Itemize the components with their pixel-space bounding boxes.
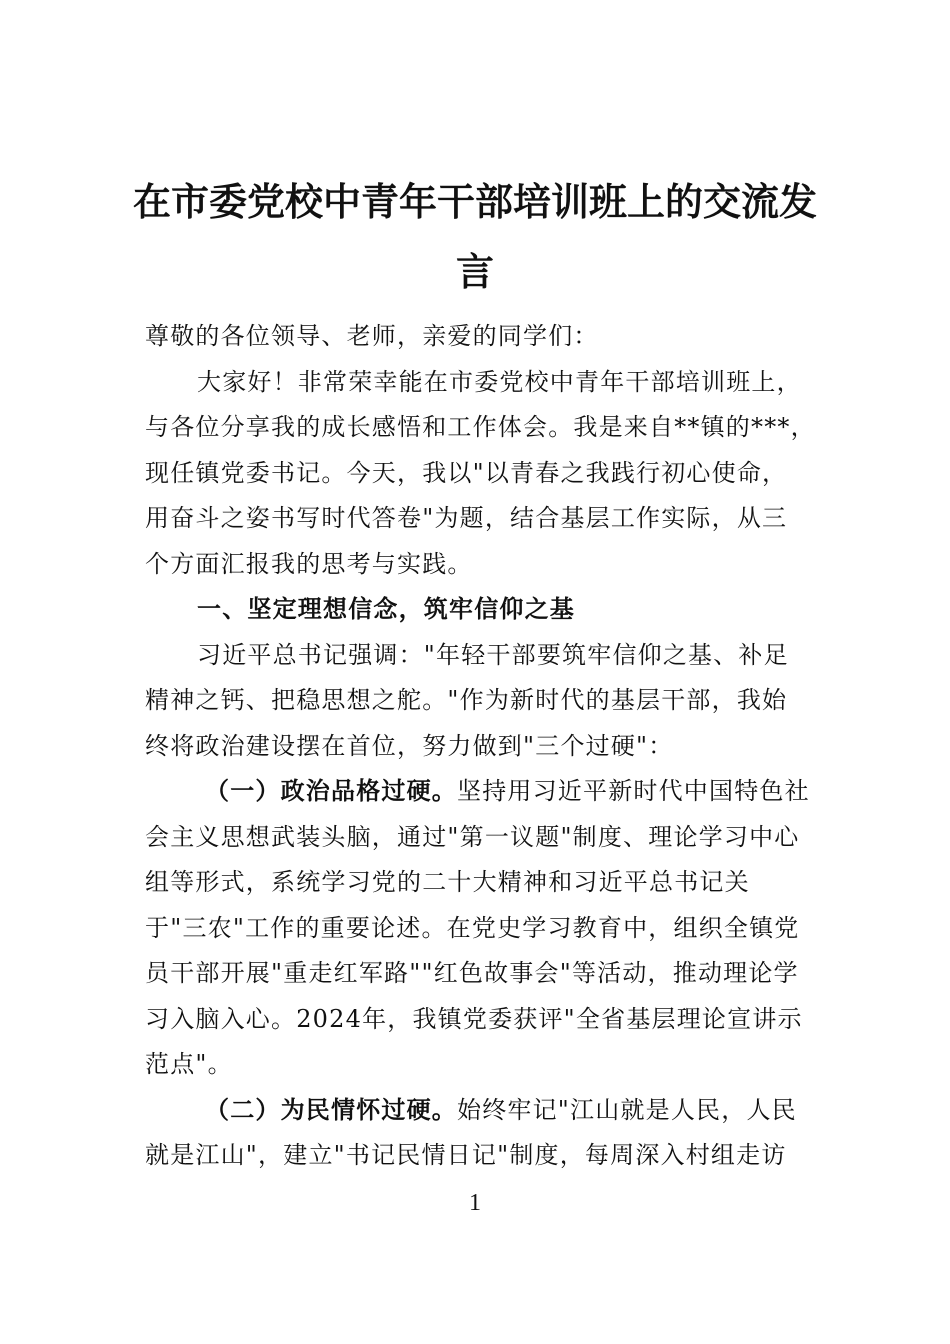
paragraph-line: 员干部开展"重走红军路""红色故事会"等活动，推动理论学 — [145, 959, 799, 987]
paragraph-line: 组等形式，系统学习党的二十大精神和习近平总书记关 — [145, 868, 750, 896]
paragraph-line: 习入脑入心。2024年，我镇党委获评"全省基层理论宣讲示 — [145, 1004, 803, 1033]
document-title-line-1: 在市委党校中青年干部培训班上的交流发 — [132, 180, 817, 224]
paragraph-line: 会主义思想武装头脑，通过"第一议题"制度、理论学习中心 — [145, 822, 800, 851]
paragraph-line: 用奋斗之姿书写时代答卷"为题，结合基层工作实际，从三 — [145, 504, 788, 532]
document-title-line-2: 言 — [455, 250, 494, 294]
subsection-text: 坚持用习近平新时代中国特色社 — [457, 777, 810, 805]
section-heading: 一、坚定理想信念，筑牢信仰之基 — [197, 595, 575, 623]
paragraph-line: 精神之钙、把稳思想之舵。"作为新时代的基层干部，我始 — [145, 686, 788, 714]
subsection-heading: （一）政治品格过硬。 — [205, 777, 457, 805]
page-number: 1 — [469, 1190, 481, 1216]
paragraph-line: 与各位分享我的成长感悟和工作体会。我是来自**镇的***， — [145, 413, 816, 441]
paragraph-line: 终将政治建设摆在首位，努力做到"三个过硬"： — [145, 731, 674, 760]
paragraph-line: 大家好！非常荣幸能在市委党校中青年干部培训班上， — [197, 367, 802, 396]
document-body — [145, 314, 816, 1179]
paragraph-line: 范点"。 — [145, 1050, 233, 1078]
paragraph-line: 习近平总书记强调："年轻干部要筑牢信仰之基、补足 — [197, 640, 789, 669]
paragraph-line: 个方面汇报我的思考与实践。 — [145, 549, 473, 578]
paragraph-line: 于"三农"工作的重要论述。在党史学习教育中，组织全镇党 — [145, 913, 800, 942]
subsection-first-line — [145, 769, 810, 815]
subsection-heading: （二）为民情怀过硬。 — [205, 1095, 457, 1124]
salutation: 尊敬的各位领导、老师，亲爱的同学们： — [145, 322, 599, 350]
paragraph-line: 现任镇党委书记。今天，我以"以青春之我践行初心使命， — [145, 458, 788, 487]
subsection-first-line — [145, 1088, 810, 1134]
subsection-text: 始终牢记"江山就是人民，人民 — [457, 1095, 797, 1124]
paragraph-line: 就是江山"，建立"书记民情日记"制度，每周深入村组走访 — [145, 1141, 787, 1169]
